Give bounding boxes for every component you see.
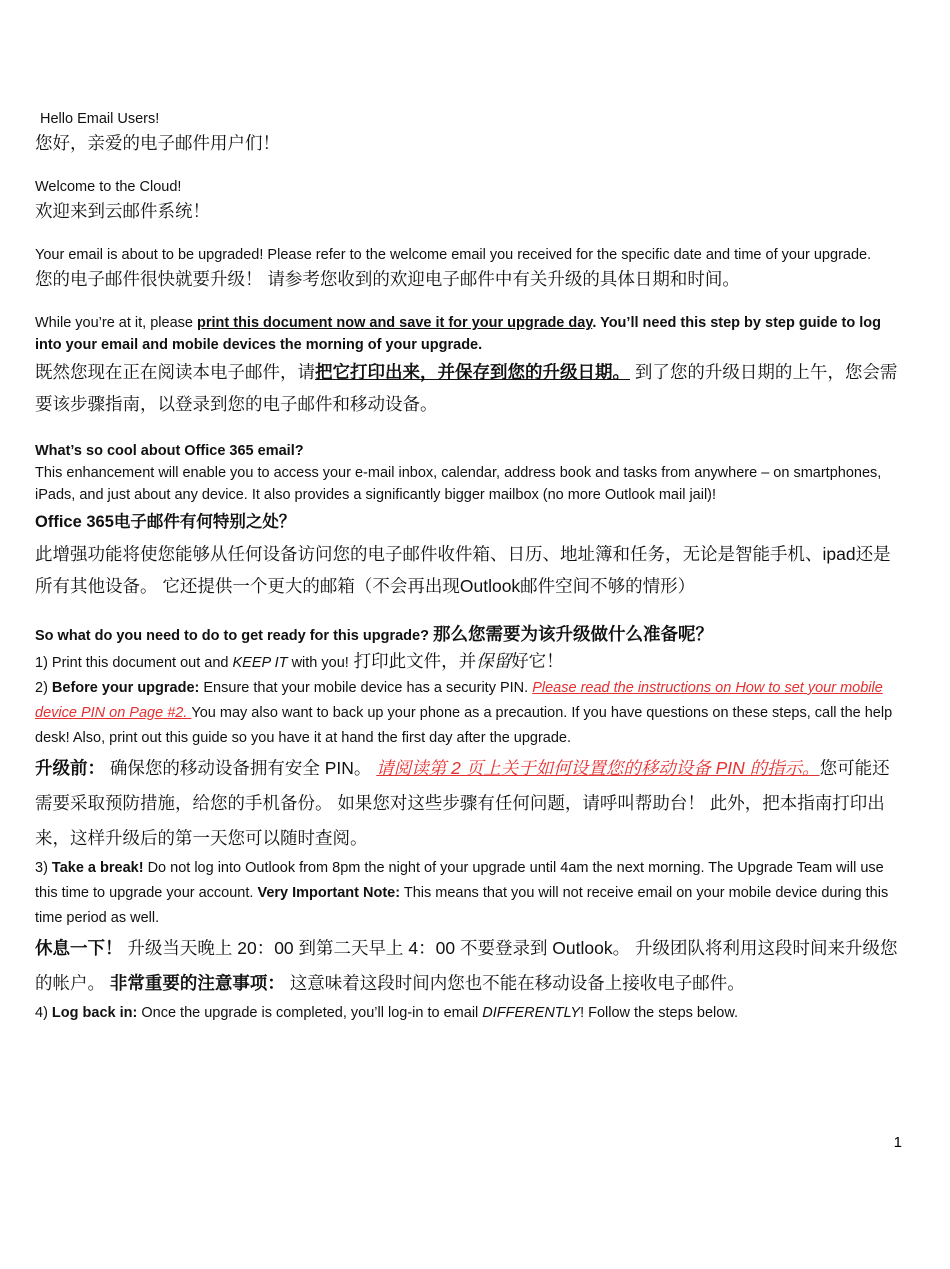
welcome-en: Welcome to the Cloud!: [35, 179, 182, 195]
step-2: 2) Before your upgrade: Ensure that your mobile device has a security PIN. Please read the instructions on How to set your mobile device PIN on Page #2. You may also want to back up your phone as a precaution. If you have questions on these steps, call the help desk! Also, print out this guide so you have it at hand the first day after the upgrade.: [35, 680, 893, 746]
pin-instructions-link: Please read the instructions on How to set your mobile device PIN on Page #2.: [35, 680, 883, 721]
print-notice-en: While you’re at it, please print this document now and save it for your upgrade day. You’ll need this step by step guide to log into your email and mobile devices the morning of your upgrade.: [35, 315, 881, 353]
greeting-en: Hello Email Users!: [40, 111, 160, 127]
step-2-zh: 升级前： 确保您的移动设备拥有安全 PIN。 请阅读第 2 页上关于如何设置您的移动设备 PIN 的指示。您可能还需要采取预防措施，给您的手机备份。 如果您对这些步骤有任何问题，请呼叫帮助台！ 此外，把本指南打印出来，这样升级后的第一天您可以随时查阅。: [35, 758, 890, 848]
cool-heading-en: What’s so cool about Office 365 email?: [35, 443, 304, 459]
upgrade-notice-zh: 您的电子邮件很快就要升级！ 请参考您收到的欢迎电子邮件中有关升级的具体日期和时间。: [35, 269, 740, 289]
page-number: 1: [893, 1134, 902, 1151]
cool-heading-zh: Office 365电子邮件有何特别之处？: [35, 513, 296, 531]
greeting-zh: 您好，亲爱的电子邮件用户们！: [35, 133, 280, 153]
step-4: 4) Log back in: Once the upgrade is completed, you’ll log-in to email DIFFERENTLY! Follow the steps below.: [35, 1005, 739, 1021]
step-3: 3) Take a break! Do not log into Outlook from 8pm the night of your upgrade until 4am the next morning. The Upgrade Team will use this time to upgrade your account. Very Important Note: This means that you will not receive email on your mobile device during this time period as well.: [35, 860, 889, 926]
welcome-zh: 欢迎来到云邮件系统！: [35, 201, 210, 221]
print-notice-emphasis: print this document now and save it for your upgrade day: [197, 315, 593, 331]
print-notice-zh-emphasis: 把它打印出来，并保存到您的升级日期。: [315, 362, 630, 382]
step-1: 1) Print this document out and KEEP IT with you! 打印此文件，并保留好它！: [35, 651, 564, 671]
print-notice-zh: 既然您现在正在阅读本电子邮件，请把它打印出来，并保存到您的升级日期。 到了您的升级日期的上午，您会需要该步骤指南，以登录到您的电子邮件和移动设备。: [35, 362, 898, 414]
document-page: [35, 108, 905, 1026]
prep-heading: So what do you need to do to get ready for this upgrade? 那么您需要为该升级做什么准备呢？: [35, 624, 713, 644]
step-3-zh: 休息一下！ 升级当天晚上 20：00 到第二天早上 4：00 不要登录到 Outlook。 升级团队将利用这段时间来升级您的帐户。 非常重要的注意事项： 这意味着这段时间内您也不能在移动设备上接收电子邮件。: [35, 938, 898, 993]
upgrade-notice-en: Your email is about to be upgraded! Please refer to the welcome email you received for the specific date and time of your upgrade.: [35, 247, 872, 263]
cool-body-zh: 此增强功能将使您能够从任何设备访问您的电子邮件收件箱、日历、地址簿和任务，无论是智能手机、ipad还是所有其他设备。 它还提供一个更大的邮箱（不会再出现Outlook邮件空间不够的情形）: [35, 544, 891, 596]
cool-body-en: This enhancement will enable you to access your e-mail inbox, calendar, address book and tasks from anywhere – on smartphones, iPads, and just about any device. It also provides a significantly bigger mailbox (no more Outlook mail jail)!: [35, 465, 882, 503]
